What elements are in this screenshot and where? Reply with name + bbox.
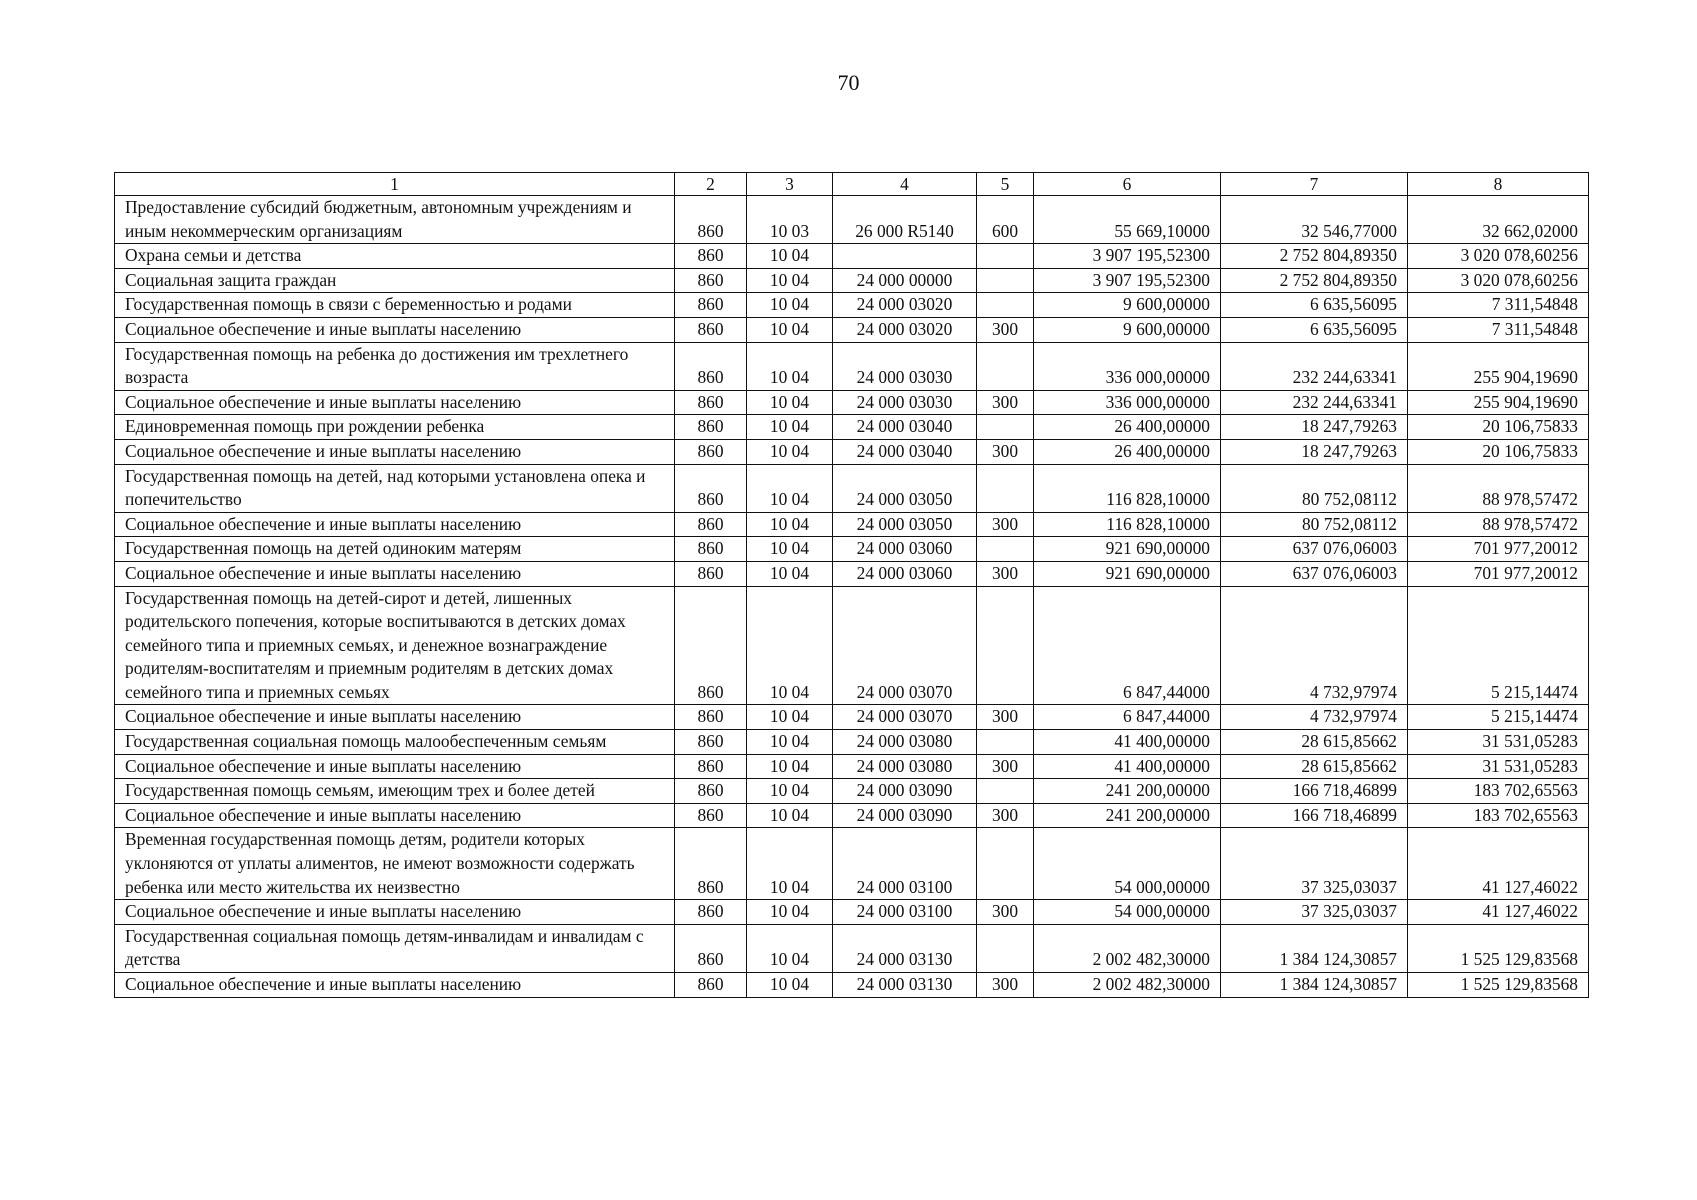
amount-col6-cell: 2 002 482,30000 — [1034, 973, 1221, 998]
row-name-cell: Социальное обеспечение и иные выплаты населению — [115, 754, 675, 779]
target-article-cell: 24 000 03070 — [833, 705, 977, 730]
amount-col6-cell: 3 907 195,52300 — [1034, 244, 1221, 269]
table-row — [115, 803, 1589, 828]
table-row — [115, 464, 1589, 512]
table-row — [115, 754, 1589, 779]
section-code-cell: 10 04 — [747, 754, 833, 779]
table-row — [115, 561, 1589, 586]
expense-type-cell: 600 — [977, 196, 1034, 244]
table-row — [115, 537, 1589, 562]
admin-code-cell: 860 — [675, 705, 747, 730]
section-code-cell: 10 04 — [747, 244, 833, 269]
amount-col7-cell: 80 752,08112 — [1221, 512, 1408, 537]
target-article-cell: 24 000 03130 — [833, 973, 977, 998]
amount-col7-cell: 80 752,08112 — [1221, 464, 1408, 512]
amount-col7-cell: 232 244,63341 — [1221, 342, 1408, 390]
section-code-cell: 10 04 — [747, 293, 833, 318]
amount-col6-cell: 336 000,00000 — [1034, 390, 1221, 415]
row-name-cell: Социальное обеспечение и иные выплаты населению — [115, 705, 675, 730]
admin-code-cell: 860 — [675, 828, 747, 900]
amount-col6-cell: 3 907 195,52300 — [1034, 268, 1221, 293]
row-name-cell: Социальное обеспечение и иные выплаты населению — [115, 512, 675, 537]
amount-col7-cell: 6 635,56095 — [1221, 317, 1408, 342]
expense-type-cell — [977, 268, 1034, 293]
target-article-cell: 24 000 03080 — [833, 754, 977, 779]
section-code-cell: 10 04 — [747, 268, 833, 293]
amount-col6-cell: 9 600,00000 — [1034, 293, 1221, 318]
column-header: 8 — [1408, 173, 1589, 196]
section-code-cell: 10 04 — [747, 561, 833, 586]
row-name-cell: Социальное обеспечение и иные выплаты населению — [115, 317, 675, 342]
target-article-cell: 24 000 03020 — [833, 317, 977, 342]
row-name-cell: Государственная помощь в связи с беременностью и родами — [115, 293, 675, 318]
amount-col6-cell: 41 400,00000 — [1034, 754, 1221, 779]
section-code-cell: 10 04 — [747, 415, 833, 440]
amount-col6-cell: 116 828,10000 — [1034, 464, 1221, 512]
admin-code-cell: 860 — [675, 293, 747, 318]
amount-col8-cell: 5 215,14474 — [1408, 586, 1589, 705]
section-code-cell: 10 04 — [747, 317, 833, 342]
table-row — [115, 900, 1589, 925]
admin-code-cell: 860 — [675, 439, 747, 464]
table-row — [115, 973, 1589, 998]
page-number: 70 — [837, 70, 860, 95]
row-name-cell: Государственная социальная помощь детям-инвалидам и инвалидам с детства — [115, 924, 675, 972]
column-header: 1 — [115, 173, 675, 196]
amount-col7-cell: 1 384 124,30857 — [1221, 973, 1408, 998]
amount-col6-cell: 336 000,00000 — [1034, 342, 1221, 390]
target-article-cell: 24 000 03080 — [833, 730, 977, 755]
target-article-cell: 24 000 03030 — [833, 342, 977, 390]
amount-col7-cell: 32 546,77000 — [1221, 196, 1408, 244]
amount-col8-cell: 3 020 078,60256 — [1408, 268, 1589, 293]
expense-type-cell — [977, 293, 1034, 318]
table-row — [115, 924, 1589, 972]
expense-type-cell — [977, 415, 1034, 440]
row-name-cell: Государственная помощь на детей одиноким матерям — [115, 537, 675, 562]
amount-col8-cell: 31 531,05283 — [1408, 730, 1589, 755]
target-article-cell: 26 000 R5140 — [833, 196, 977, 244]
table-row — [115, 415, 1589, 440]
target-article-cell: 24 000 03130 — [833, 924, 977, 972]
row-name-cell: Социальное обеспечение и иные выплаты населению — [115, 900, 675, 925]
expense-type-cell: 300 — [977, 900, 1034, 925]
admin-code-cell: 860 — [675, 268, 747, 293]
amount-col6-cell: 41 400,00000 — [1034, 730, 1221, 755]
table-row — [115, 512, 1589, 537]
expense-type-cell: 300 — [977, 561, 1034, 586]
target-article-cell: 24 000 03060 — [833, 537, 977, 562]
admin-code-cell: 860 — [675, 900, 747, 925]
column-header: 3 — [747, 173, 833, 196]
amount-col8-cell: 41 127,46022 — [1408, 900, 1589, 925]
admin-code-cell: 860 — [675, 464, 747, 512]
expense-type-cell: 300 — [977, 317, 1034, 342]
row-name-cell: Социальное обеспечение и иные выплаты населению — [115, 390, 675, 415]
row-name-cell: Единовременная помощь при рождении ребенка — [115, 415, 675, 440]
amount-col7-cell: 18 247,79263 — [1221, 415, 1408, 440]
amount-col7-cell: 1 384 124,30857 — [1221, 924, 1408, 972]
amount-col8-cell: 1 525 129,83568 — [1408, 973, 1589, 998]
section-code-cell: 10 04 — [747, 537, 833, 562]
column-header: 5 — [977, 173, 1034, 196]
amount-col6-cell: 55 669,10000 — [1034, 196, 1221, 244]
expense-type-cell — [977, 537, 1034, 562]
target-article-cell: 24 000 03040 — [833, 415, 977, 440]
table-row — [115, 244, 1589, 269]
row-name-cell: Государственная социальная помощь малообеспеченным семьям — [115, 730, 675, 755]
target-article-cell: 24 000 03100 — [833, 900, 977, 925]
target-article-cell: 24 000 03090 — [833, 803, 977, 828]
amount-col7-cell: 4 732,97974 — [1221, 705, 1408, 730]
table-row — [115, 705, 1589, 730]
section-code-cell: 10 04 — [747, 390, 833, 415]
target-article-cell: 24 000 03050 — [833, 512, 977, 537]
amount-col7-cell: 4 732,97974 — [1221, 586, 1408, 705]
table-row — [115, 196, 1589, 244]
table-row — [115, 730, 1589, 755]
admin-code-cell: 860 — [675, 415, 747, 440]
amount-col8-cell: 183 702,65563 — [1408, 803, 1589, 828]
target-article-cell: 24 000 03100 — [833, 828, 977, 900]
amount-col8-cell: 701 977,20012 — [1408, 561, 1589, 586]
amount-col6-cell: 9 600,00000 — [1034, 317, 1221, 342]
expense-type-cell: 300 — [977, 390, 1034, 415]
section-code-cell: 10 04 — [747, 464, 833, 512]
expense-type-cell — [977, 779, 1034, 804]
target-article-cell: 24 000 03070 — [833, 586, 977, 705]
admin-code-cell: 860 — [675, 754, 747, 779]
amount-col8-cell: 3 020 078,60256 — [1408, 244, 1589, 269]
target-article-cell: 24 000 03050 — [833, 464, 977, 512]
admin-code-cell: 860 — [675, 390, 747, 415]
amount-col6-cell: 921 690,00000 — [1034, 537, 1221, 562]
table-row — [115, 439, 1589, 464]
amount-col7-cell: 2 752 804,89350 — [1221, 244, 1408, 269]
amount-col8-cell: 31 531,05283 — [1408, 754, 1589, 779]
table-row — [115, 268, 1589, 293]
amount-col7-cell: 637 076,06003 — [1221, 561, 1408, 586]
target-article-cell: 24 000 03090 — [833, 779, 977, 804]
row-name-cell: Предоставление субсидий бюджетным, автономным учреждениям и иным некоммерческим организациям — [115, 196, 675, 244]
admin-code-cell: 860 — [675, 244, 747, 269]
section-code-cell: 10 03 — [747, 196, 833, 244]
table-row — [115, 828, 1589, 900]
amount-col8-cell: 20 106,75833 — [1408, 439, 1589, 464]
expense-type-cell — [977, 464, 1034, 512]
amount-col8-cell: 255 904,19690 — [1408, 390, 1589, 415]
admin-code-cell: 860 — [675, 561, 747, 586]
section-code-cell: 10 04 — [747, 803, 833, 828]
table-row — [115, 390, 1589, 415]
amount-col6-cell: 54 000,00000 — [1034, 900, 1221, 925]
row-name-cell: Социальное обеспечение и иные выплаты населению — [115, 803, 675, 828]
budget-table — [114, 172, 1589, 998]
table-row — [115, 586, 1589, 705]
amount-col7-cell: 28 615,85662 — [1221, 730, 1408, 755]
amount-col8-cell: 701 977,20012 — [1408, 537, 1589, 562]
amount-col8-cell: 20 106,75833 — [1408, 415, 1589, 440]
row-name-cell: Социальное обеспечение и иные выплаты населению — [115, 561, 675, 586]
amount-col8-cell: 88 978,57472 — [1408, 512, 1589, 537]
target-article-cell — [833, 244, 977, 269]
expense-type-cell — [977, 342, 1034, 390]
admin-code-cell: 860 — [675, 803, 747, 828]
row-name-cell: Социальная защита граждан — [115, 268, 675, 293]
admin-code-cell: 860 — [675, 973, 747, 998]
amount-col8-cell: 183 702,65563 — [1408, 779, 1589, 804]
section-code-cell: 10 04 — [747, 586, 833, 705]
amount-col8-cell: 88 978,57472 — [1408, 464, 1589, 512]
column-header: 6 — [1034, 173, 1221, 196]
table-row — [115, 779, 1589, 804]
admin-code-cell: 860 — [675, 537, 747, 562]
amount-col8-cell: 255 904,19690 — [1408, 342, 1589, 390]
table-header-row — [115, 173, 1589, 196]
target-article-cell: 24 000 03060 — [833, 561, 977, 586]
amount-col8-cell: 32 662,02000 — [1408, 196, 1589, 244]
amount-col6-cell: 241 200,00000 — [1034, 803, 1221, 828]
section-code-cell: 10 04 — [747, 828, 833, 900]
section-code-cell: 10 04 — [747, 924, 833, 972]
amount-col6-cell: 54 000,00000 — [1034, 828, 1221, 900]
row-name-cell: Государственная помощь на детей, над которыми установлена опека и попечительство — [115, 464, 675, 512]
admin-code-cell: 860 — [675, 586, 747, 705]
amount-col7-cell: 37 325,03037 — [1221, 828, 1408, 900]
section-code-cell: 10 04 — [747, 705, 833, 730]
section-code-cell: 10 04 — [747, 439, 833, 464]
admin-code-cell: 860 — [675, 512, 747, 537]
amount-col6-cell: 6 847,44000 — [1034, 705, 1221, 730]
section-code-cell: 10 04 — [747, 730, 833, 755]
target-article-cell: 24 000 00000 — [833, 268, 977, 293]
amount-col8-cell: 1 525 129,83568 — [1408, 924, 1589, 972]
expense-type-cell — [977, 244, 1034, 269]
section-code-cell: 10 04 — [747, 973, 833, 998]
admin-code-cell: 860 — [675, 779, 747, 804]
amount-col8-cell: 7 311,54848 — [1408, 293, 1589, 318]
expense-type-cell: 300 — [977, 803, 1034, 828]
amount-col6-cell: 26 400,00000 — [1034, 439, 1221, 464]
amount-col7-cell: 232 244,63341 — [1221, 390, 1408, 415]
row-name-cell: Социальное обеспечение и иные выплаты населению — [115, 973, 675, 998]
amount-col6-cell: 26 400,00000 — [1034, 415, 1221, 440]
section-code-cell: 10 04 — [747, 779, 833, 804]
target-article-cell: 24 000 03040 — [833, 439, 977, 464]
table-row — [115, 317, 1589, 342]
expense-type-cell — [977, 586, 1034, 705]
admin-code-cell: 860 — [675, 196, 747, 244]
table-row — [115, 293, 1589, 318]
amount-col7-cell: 166 718,46899 — [1221, 803, 1408, 828]
amount-col6-cell: 6 847,44000 — [1034, 586, 1221, 705]
table-row — [115, 342, 1589, 390]
admin-code-cell: 860 — [675, 317, 747, 342]
amount-col7-cell: 18 247,79263 — [1221, 439, 1408, 464]
admin-code-cell: 860 — [675, 924, 747, 972]
expense-type-cell — [977, 730, 1034, 755]
column-header: 7 — [1221, 173, 1408, 196]
amount-col8-cell: 7 311,54848 — [1408, 317, 1589, 342]
column-header: 4 — [833, 173, 977, 196]
admin-code-cell: 860 — [675, 730, 747, 755]
expense-type-cell: 300 — [977, 754, 1034, 779]
expense-type-cell: 300 — [977, 973, 1034, 998]
amount-col7-cell: 2 752 804,89350 — [1221, 268, 1408, 293]
row-name-cell: Государственная помощь семьям, имеющим трех и более детей — [115, 779, 675, 804]
row-name-cell: Охрана семьи и детства — [115, 244, 675, 269]
amount-col7-cell: 6 635,56095 — [1221, 293, 1408, 318]
amount-col7-cell: 28 615,85662 — [1221, 754, 1408, 779]
target-article-cell: 24 000 03020 — [833, 293, 977, 318]
amount-col7-cell: 637 076,06003 — [1221, 537, 1408, 562]
amount-col6-cell: 2 002 482,30000 — [1034, 924, 1221, 972]
section-code-cell: 10 04 — [747, 512, 833, 537]
amount-col6-cell: 921 690,00000 — [1034, 561, 1221, 586]
section-code-cell: 10 04 — [747, 900, 833, 925]
amount-col6-cell: 116 828,10000 — [1034, 512, 1221, 537]
amount-col7-cell: 37 325,03037 — [1221, 900, 1408, 925]
row-name-cell: Государственная помощь на ребенка до достижения им трехлетнего возраста — [115, 342, 675, 390]
amount-col7-cell: 166 718,46899 — [1221, 779, 1408, 804]
row-name-cell: Социальное обеспечение и иные выплаты населению — [115, 439, 675, 464]
amount-col8-cell: 41 127,46022 — [1408, 828, 1589, 900]
expense-type-cell: 300 — [977, 512, 1034, 537]
expense-type-cell: 300 — [977, 439, 1034, 464]
section-code-cell: 10 04 — [747, 342, 833, 390]
row-name-cell: Государственная помощь на детей-сирот и детей, лишенных родительского попечения, которые воспитываются в детских домах семейного типа и приемных семьях, и денежное вознаграждение родителям-воспитателям и приемным родителям в детских домах семейного типа и приемных семьях — [115, 586, 675, 705]
amount-col6-cell: 241 200,00000 — [1034, 779, 1221, 804]
amount-col8-cell: 5 215,14474 — [1408, 705, 1589, 730]
expense-type-cell: 300 — [977, 705, 1034, 730]
expense-type-cell — [977, 828, 1034, 900]
target-article-cell: 24 000 03030 — [833, 390, 977, 415]
column-header: 2 — [675, 173, 747, 196]
row-name-cell: Временная государственная помощь детям, родители которых уклоняются от уплаты алиментов, не имеют возможности содержать ребенка или место жительства их неизвестно — [115, 828, 675, 900]
expense-type-cell — [977, 924, 1034, 972]
admin-code-cell: 860 — [675, 342, 747, 390]
